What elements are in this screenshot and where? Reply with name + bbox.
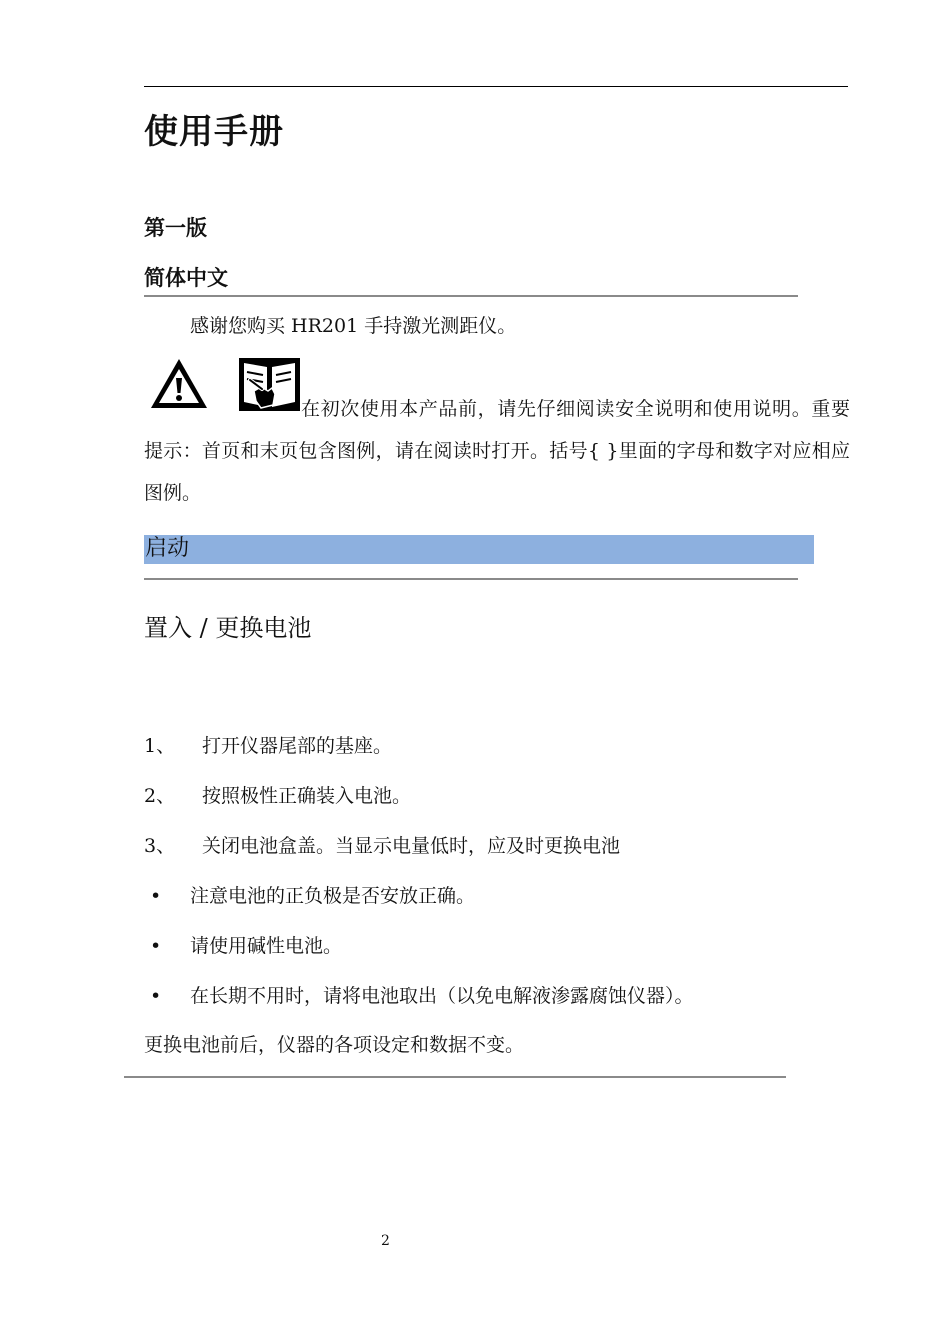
note-text: 注意电池的正负极是否安放正确。 bbox=[190, 885, 476, 907]
section-divider bbox=[124, 1076, 786, 1078]
bullet-icon: • bbox=[150, 885, 162, 907]
step-text: 关闭电池盒盖。当显示电量低时，应及时更换电池 bbox=[202, 835, 621, 857]
section-divider bbox=[144, 295, 798, 297]
list-item bbox=[144, 831, 620, 858]
start-section-label: 启动 bbox=[145, 536, 190, 561]
start-section-bar bbox=[144, 535, 814, 564]
step-number: 2、 bbox=[144, 785, 176, 807]
step-text: 按照极性正确装入电池。 bbox=[202, 785, 412, 807]
thanks-text: 感谢您购买 HR201 手持激光测距仪。 bbox=[190, 315, 517, 337]
section-divider bbox=[144, 578, 798, 580]
document-title: 使用手册 bbox=[144, 112, 284, 152]
top-rule bbox=[144, 86, 848, 87]
bullet-item bbox=[150, 881, 475, 908]
step-number: 1、 bbox=[144, 735, 176, 757]
safety-paragraph: 在初次使用本产品前，请先仔细阅读安全说明和使用说明。重要提示：首页和末页包含图例，请在阅读时打开。括号{ }里面的字母和数字对应相应图例。 bbox=[144, 398, 850, 504]
battery-heading: 置入 / 更换电池 bbox=[144, 614, 312, 642]
note-text: 请使用碱性电池。 bbox=[190, 935, 343, 957]
language-label: 简体中文 bbox=[144, 266, 228, 290]
step-text: 打开仪器尾部的基座。 bbox=[202, 735, 393, 757]
bullet-icon: • bbox=[150, 985, 162, 1007]
note-text: 在长期不用时，请将电池取出（以免电解液渗露腐蚀仪器）。 bbox=[190, 985, 694, 1007]
edition-label: 第一版 bbox=[144, 216, 207, 240]
list-item bbox=[144, 781, 411, 808]
page-number: 2 bbox=[381, 1233, 390, 1249]
list-item bbox=[144, 731, 392, 758]
bullet-item bbox=[150, 931, 342, 958]
footer-note: 更换电池前后，仪器的各项设定和数据不变。 bbox=[144, 1034, 525, 1056]
bullet-icon: • bbox=[150, 935, 162, 957]
step-number: 3、 bbox=[144, 835, 176, 857]
bullet-item bbox=[150, 981, 694, 1008]
